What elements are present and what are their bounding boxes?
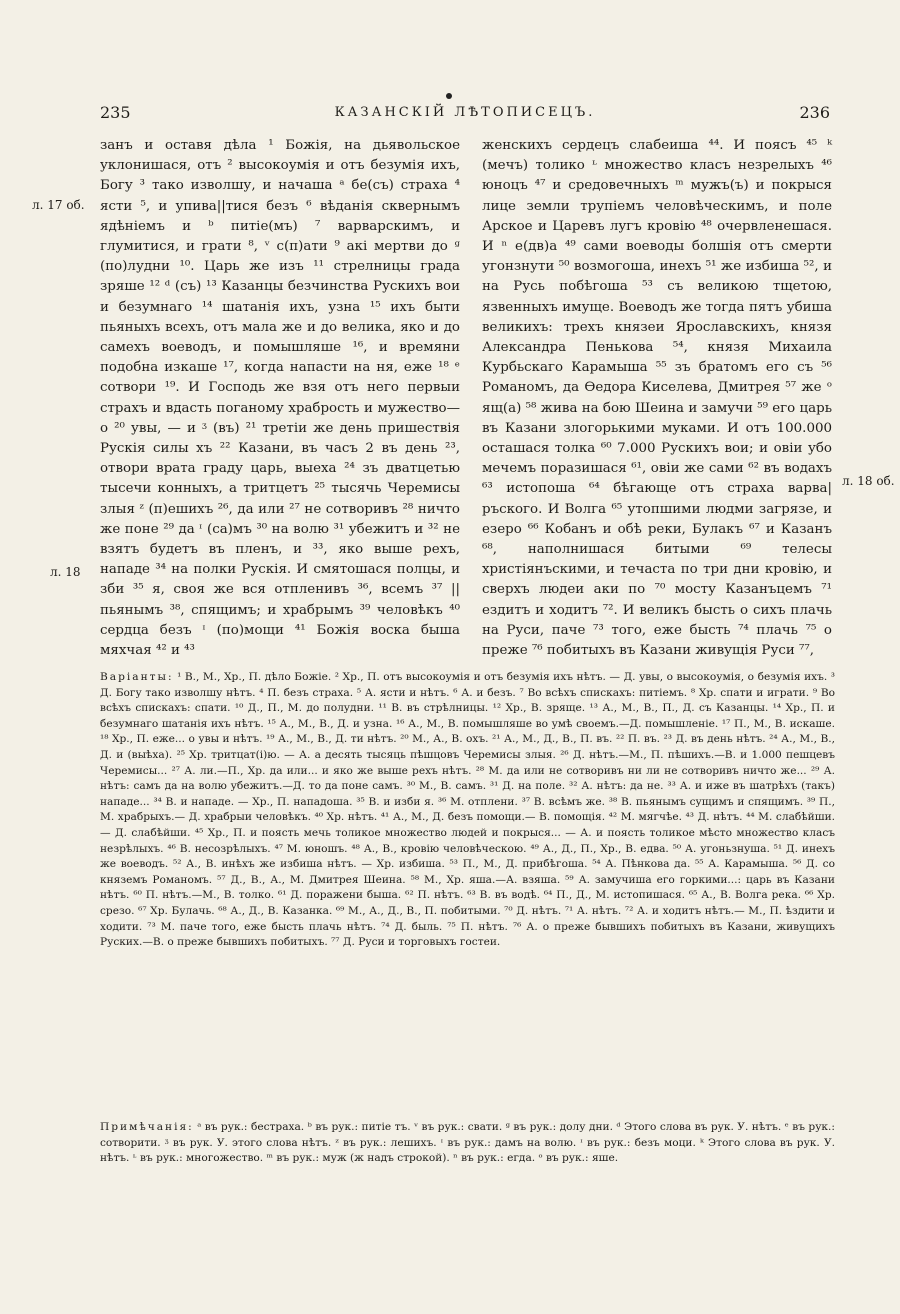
running-title: КАЗАНСКІЙ ЛѢТОПИСЕЦЪ. <box>334 105 596 120</box>
margin-note-folio: л. 18 об. <box>842 474 895 488</box>
text-column-right <box>482 136 832 661</box>
page-number-right: 236 <box>799 103 830 122</box>
running-header <box>100 103 830 125</box>
margin-note-folio: л. 17 об. <box>32 198 85 212</box>
notes-text: ᵃ въ рук.: бестраха. ᵇ въ рук.: питіе тъ. ᵛ въ рук.: свати. ᵍ въ рук.: долу дни. ᵈ Этого слова въ рук. У. нѣтъ. ᵉ въ рук.: сотворити. ᶾ въ рук. У. этого слова нѣтъ. ᶻ въ рук.: лешихъ. ᶦ въ рук.: дамъ на волю. ᶦ въ рук.: безъ моци. ᵏ Этого слова въ рук. У. нѣтъ. ᶫ въ рук.: многожество. ᵐ въ рук.: муж (ж надъ строкой). ⁿ въ рук.: егда. ᵒ въ рук.: яше. <box>100 1121 835 1165</box>
paragraph: занъ и оставя дѣла ¹ Божія, на дьявольское уклонишася, отъ ² высокоумія и отъ безумія ихъ, Богу ³ тако изволшу, и начаша ᵃ бе(съ) страха ⁴ ясти ⁵, и упива||тися безъ ⁶ вѣданія сквернымъ ядѣніемъ и ᵇ питіе(мъ) ⁷ варварскимъ, и глумитися, и грати ⁸, ᵛ с(п)ати ⁹ акі мертви до ᵍ (по)лудни ¹⁰. Царь же изъ ¹¹ стрелницы града зряше ¹² ᵈ (съ) ¹³ Казанцы безчинства Рускихъ вои и безумнаго ¹⁴ шатанія ихъ, узна ¹⁵ ихъ быти пьяныхъ всехъ, отъ мала же и до велика, яко и до самехъ воеводъ, и помышляше ¹⁶, и времяни подобна изкаше ¹⁷, когда напасти на ня, еже ¹⁸ ᵉ сотвори ¹⁹. И Господь же взя отъ него первыи страхъ и вдасть поганому храбрость и мужество—о ²⁰ увы, — и ᶾ (въ) ²¹ третіи же день пришествія Рускія силы хъ ²² Казани, въ часъ 2 въ день ²³, отвори врата граду царь, выеха ²⁴ зъ дватцетью тысечи конныхъ, а тритцетъ ²⁵ тысячь Черемисы злыя ᶻ (п)ешихъ ²⁶, да или ²⁷ не сотворивъ ²⁸ ничто же поне ²⁹ да ᶦ (са)мъ ³⁰ на волю ³¹ убежитъ и ³² не взятъ будетъ въ пленъ, и ³³, яко выше рехъ, нападе ³⁴ на полки Рускія. И смятошася полцы, и зби ³⁵ я, своя же вся отпленивъ ³⁶, всемъ ³⁷ || пьянымъ ³⁸, спящимъ; и храбрымъ ³⁹ человѣкъ ⁴⁰ сердца безъ ᶦ (по)мощи ⁴¹ Божія воска быша мяхчая ⁴² и ⁴³ <box>100 138 460 659</box>
paragraph: женскихъ сердецъ слабеиша ⁴⁴. И поясъ ⁴⁵ ᵏ (мечъ) толико ᶫ множество класъ незрелыхъ ⁴⁶ юноцъ ⁴⁷ и средовечныхъ ᵐ мужъ(ъ) и покрыся лице земли трупіемъ человѣческимъ, и поле Арское и Царевъ лугъ кровію ⁴⁸ очервленешася. И ⁿ е(дв)а ⁴⁹ сами воеводы болшія отъ смерти угонзнути ⁵⁰ возмогоша, инехъ ⁵¹ же избиша ⁵², и на Русь побѣгоша ⁵³ съ великою тщетою, язвенныхъ имуще. Воеводъ же тогда пятъ убиша великихъ: трехъ князеи Ярославскихъ, князя Александра Пенькова ⁵⁴, князя Михаила Курбьскаго Карамыша ⁵⁵ зъ братомъ его съ ⁵⁶ Романомъ, да Өедора Киселева, Дмитрея ⁵⁷ же ᵒ ящ(а) ⁵⁸ жива на бою Шеина и замучи ⁵⁹ его царь въ Казани злогорькими муками. И отъ 100.000 осташася толка ⁶⁰ 7.000 Рускихъ вои; и овіи убо мечемъ поразишася ⁶¹, овіи же сами ⁶² въ водахъ ⁶³ истопоша ⁶⁴ бѣгающе отъ страха варва|ръского. И Волга ⁶⁵ утопшими людми загрязе, и езеро ⁶⁶ Кобанъ и обѣ реки, Булакъ ⁶⁷ и Казанъ ⁶⁸, наполнишася битыми ⁶⁹ телесы христіянъскими, и течаста по три дни кровію, и сверхъ людеи аки по ⁷⁰ мосту Казанъцемъ ⁷¹ ездитъ и ходитъ ⁷². И великъ бысть о сихъ плачь на Руси, паче ⁷³ того, еже бысть ⁷⁴ плачь ⁷⁵ о преже ⁷⁶ побитыхъ въ Казани живущія Руси ⁷⁷, <box>482 138 832 659</box>
margin-note-folio: л. 18 <box>50 565 81 579</box>
notes-label: Примѣчанія: <box>100 1121 194 1133</box>
notes-apparatus <box>100 1120 835 1167</box>
text-column-left <box>100 136 460 661</box>
page-number-left: 235 <box>100 103 131 122</box>
ink-dot <box>446 93 452 99</box>
variants-label: Варіанты: <box>100 671 174 683</box>
variants-apparatus <box>100 670 835 951</box>
variants-text: ¹ В., М., Хр., П. дѣло Божіе. ² Хр., П. отъ высокоумія и отъ безумія ихъ нѣтъ. — Д. увы, о высокоумія, о безумія ихъ. ³ Д. Богу тако изволшу нѣтъ. ⁴ П. безъ страха. ⁵ А. ясти и нѣтъ. ⁶ А. и безъ. ⁷ Во всѣхъ спискахъ: питіемъ. ⁸ Хр. спати и играти. ⁹ Во всѣхъ спискахъ: спати. ¹⁰ Д., П., М. до полудни. ¹¹ В. въ стрѣлницы. ¹² Хр., В. зряще. ¹³ А., М., В., П., Д. съ Казанцы. ¹⁴ Хр., П. и безумнаго шатанія ихъ нѣтъ. ¹⁵ А., М., В., Д. и узна. ¹⁶ А., М., В. помышляше во умѣ своемъ.—Д. помышленіе. ¹⁷ П., М., В. искаше. ¹⁸ Хр., П. еже... о увы и нѣтъ. ¹⁹ А., М., В., Д. ти нѣтъ. ²⁰ М., А., В. охъ. ²¹ А., М., Д., В., П. въ. ²² П. въ. ²³ Д. въ день нѣтъ. ²⁴ А., М., В., Д. и (выѣха). ²⁵ Хр. тритцат(і)ю. — А. а десять тысяць пѣшцовъ Черемисы злыя. ²⁶ Д. нѣтъ.—М., П. пѣшихъ.—В. и 1.000 пешцевъ Черемисы... ²⁷ А. ли.—П., Хр. да или... и яко же выше рехъ нѣтъ. ²⁸ М. да или не сотворивъ ни ли не сотворивъ ничто же... ²⁹ А. нѣтъ: самъ да на волю убежитъ.—Д. то да поне самъ. ³⁰ М., В. самъ. ³¹ Д. на поле. ³² А. нѣтъ: да не. ³³ А. и иже въ шатрѣхъ (такъ) нападе... ³⁴ В. и нападе. — Хр., П. нападоша. ³⁵ В. и изби я. ³⁶ М. отплени. ³⁷ В. всѣмъ же. ³⁸ В. пьянымъ сущимъ и спящимъ. ³⁹ П., М. храбрыхъ.— Д. храбрыи человѣкъ. ⁴⁰ Хр. нѣтъ. ⁴¹ А., М., Д. безъ помощи.— В. помощія. ⁴² М. мягчѣе. ⁴³ Д. нѣтъ. ⁴⁴ М. слабѣйши. — Д. слабѣйши. ⁴⁵ Хр., П. и поясть мечь толикое множество людей и покрыся... — А. и поясть толикое мѣсто множество класъ незрѣлыхъ. ⁴⁶ В. несозрѣлыхъ. ⁴⁷ М. юношъ. ⁴⁸ А., В., кровію человѣческою. ⁴⁹ А., Д., П., Хр., В. едва. ⁵⁰ А. угоньзнуша. ⁵¹ Д. инехъ же воеводъ. ⁵² А., В. инѣхъ же избиша нѣтъ. — Хр. избиша. ⁵³ П., М., Д. прибѣгоша. ⁵⁴ А. Пѣнкова да. ⁵⁵ А. Карамыша. ⁵⁶ Д. со княземъ Романомъ. ⁵⁷ Д., В., А., М. Дмитрея Шеина. ⁵⁸ М., Хр. яша.—А. взяша. ⁵⁹ А. замучиша его горкими...: царь въ Казани нѣтъ. ⁶⁰ П. нѣтъ.—М., В. толко. ⁶¹ Д. поражени быша. ⁶² П. нѣтъ. ⁶³ В. въ водѣ. ⁶⁴ П., Д., М. истопишася. ⁶⁵ А., В. Волга река. ⁶⁶ Хр. срезо. ⁶⁷ Хр. Булачь. ⁶⁸ А., Д., В. Казанка. ⁶⁹ М., А., Д., В., П. побитыми. ⁷⁰ Д. нѣтъ. ⁷¹ А. нѣтъ. ⁷² А. и ходитъ нѣтъ.— М., П. ѣздити и ходити. ⁷³ М. паче того, еже бысть плачь нѣтъ. ⁷⁴ Д. быль. ⁷⁵ П. нѣтъ. ⁷⁶ А. о прежe бывшихъ побитыхъ въ Казани, живущихъ Руских.—В. о преже бывшихъ побитыхъ. ⁷⁷ Д. Руси и торговыхъ гостеи. <box>100 671 836 949</box>
